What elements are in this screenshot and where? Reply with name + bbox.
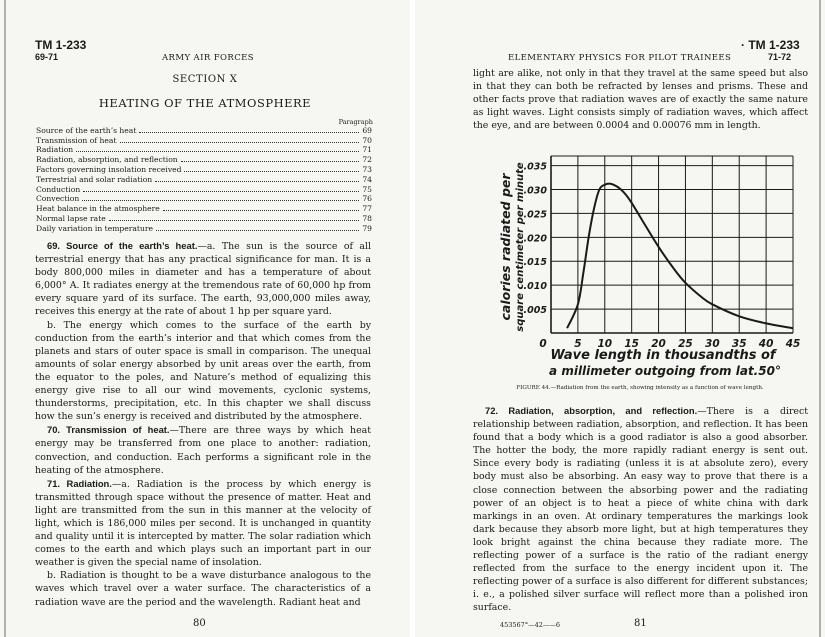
page-number: 80 [193,618,206,629]
heading-72: 72. Radiation, absorption, and reflection. [485,405,698,416]
x-tick-label: 35 [731,338,747,350]
toc-row[interactable]: Heat balance in the atmosphere 77 [36,204,372,214]
toc-row[interactable]: Source of the earth’s heat 69 [36,125,372,135]
left-page [0,0,410,637]
table-of-contents [36,125,372,233]
continuation-text: light are alike, not only in that they travel at the same speed but also in that they can both be refracted by lenses and prisms. These and other facts prove that radiation waves are of exactly the same nature as light waves. Light consists simply of radiation waves, which affect the eye, and are between 0.0004 and 0.00076 mm in length. [473,68,808,132]
x-tick-label: 40 [758,338,774,350]
body-text-right [473,404,808,615]
heading-69: 69. Source of the earth’s heat. [47,240,198,251]
y-tick-label: .020 [523,233,547,245]
toc-row[interactable]: Radiation, absorption, and reflection 72 [36,155,372,165]
paragraph-72: 72. Radiation, absorption, and reflection.—There is a direct relationship between radiation, absorption, and reflection. It has been found that a body which is a good radiator is also a good absorber. The hotter the body, the more rapidly radiant energy is sent out. Since every body is radiating (unless it is at absolute zero), every body must also be absorbing. An easy way to prove that there is a close connection between the absorbing power and the radiating power of an object is to heat a piece of white china with dark markings in an oven. At ordinary temperatures the markings look dark because they absorb more light, but at high temperatures they look bright against the china because they radiate more. The reflecting power of a surface is the ratio of the radiant energy reflected from the surface to the energy incident upon it. The reflecting power of a surface is also different for different substances; i. e., a polished silver surface will reflect more than a polished iron surface. [473,405,808,614]
paragraph-70: 70. Transmission of heat.—There are three ways by which heat energy may be transferred from one place to another: radiation, convection, and conduction. Each performs a significant role in the heating of the atmosphere. [35,424,371,476]
paragraph-69b: b. The energy which comes to the surface of the earth by conduction from the earth’s interior and that which comes from the planets and stars of outer space is small in comparison. The unequal amounts of solar energy absorbed by unit areas over the earth, from the equator to the poles, and Nature’s method of equalizing this energy give rise to all our wind movements, cyclonic systems, thunderstorms, precipitation, etc. In this chapter we shall discuss how the sun’s energy is received and distributed by the atmosphere. [35,319,371,423]
figure-caption: FIGURE 44.—Radiation from the earth, showing intensity as a function of wave length. [516,385,764,391]
radiation-curve [567,184,793,329]
toc-row[interactable]: Daily variation in temperature 79 [36,223,372,233]
y-axis-title-line1: calories radiated per [498,173,513,321]
paragraph-71b: b. Radiation is thought to be a wave disturbance analogous to the waves which travel over a water surface. The characteristics of a radiation wave are the period and the wavelength. Radiant heat and [35,570,371,608]
y-tick-label: .030 [523,185,547,197]
y-tick-label: .015 [523,257,547,269]
heading-71: 71. Radiation. [47,477,112,489]
running-tm: · TM 1-233 [741,38,800,52]
x-axis-title-line1: Wave length in thousandths of [550,348,776,363]
heading-70: 70. Transmission of heat. [47,424,170,436]
toc-row[interactable]: Convection 76 [36,194,372,204]
running-header: ELEMENTARY PHYSICS FOR PILOT TRAINEES [508,53,732,63]
toc-row[interactable]: Factors governing insolation received 73 [36,164,372,174]
running-tm: TM 1-233 [35,38,87,52]
paragraph-69: 69. Source of the earth’s heat.—a. The sun is the source of all terrestrial energy that has any practical significance for man. It is a body 800,000 miles in diameter and has a temperature of about 6,000° A. It radiates energy at the tremendous rate of 60,000 hp from every square yard of its surface. The earth, 93,000,000 miles away, receives this energy at the rate of about 1 hp per square yard. [35,240,372,318]
toc-row[interactable]: Terrestrial and solar radiation 74 [36,174,372,184]
x-tick-label: 20 [651,338,666,350]
paragraph-71: 71. Radiation.—a. Radiation is the process by which energy is transmitted through space without the presence of matter. Heat and light are transmitted from the sun in this manner at the velocity of light, which is 186,000 miles per second. It is unchanged in quantity and quality until it is intercepted by matter. The solar radiation which comes to the earth and which plays such an important part in our weather is given the special name of insolation. [35,477,372,569]
y-tick-label: .025 [523,209,547,221]
paragraph-range: 71-72 [768,52,792,62]
y-tick-label: .035 [523,161,547,173]
x-axis-title-line2: a millimeter outgoing from lat.50° [549,364,781,378]
x-tick-label: 5 [574,338,582,350]
paragraph-range: 69-71 [35,52,59,62]
running-header: ARMY AIR FORCES [162,53,254,63]
x-tick-label: 25 [678,338,693,350]
y-tick-label: .010 [523,281,547,293]
radiation-chart [415,0,825,390]
y-axis-title [498,162,526,332]
x-tick-label: 10 [597,338,613,350]
toc-row[interactable]: Radiation 71 [36,145,372,155]
paragraph-column-label: Paragraph [338,118,373,126]
print-code: 453567°—42——6 [500,621,560,629]
toc-row[interactable]: Transmission of heat 70 [36,135,372,145]
toc-row[interactable]: Normal lapse rate 78 [36,213,372,223]
chapter-title: HEATING OF THE ATMOSPHERE [98,96,312,110]
y-axis-title-line2: square centimeter per minute [515,162,526,332]
right-page [415,0,825,637]
x-tick-label: 0 [539,338,547,350]
y-tick-label: .005 [523,305,547,317]
x-tick-label: 45 [785,338,801,350]
x-tick-label: 15 [624,338,639,350]
toc-row[interactable]: Conduction 75 [36,184,372,194]
x-tick-label: 30 [705,338,720,350]
body-text-left [35,239,371,609]
page-number: 81 [634,618,647,629]
section-label: SECTION X [172,74,238,85]
